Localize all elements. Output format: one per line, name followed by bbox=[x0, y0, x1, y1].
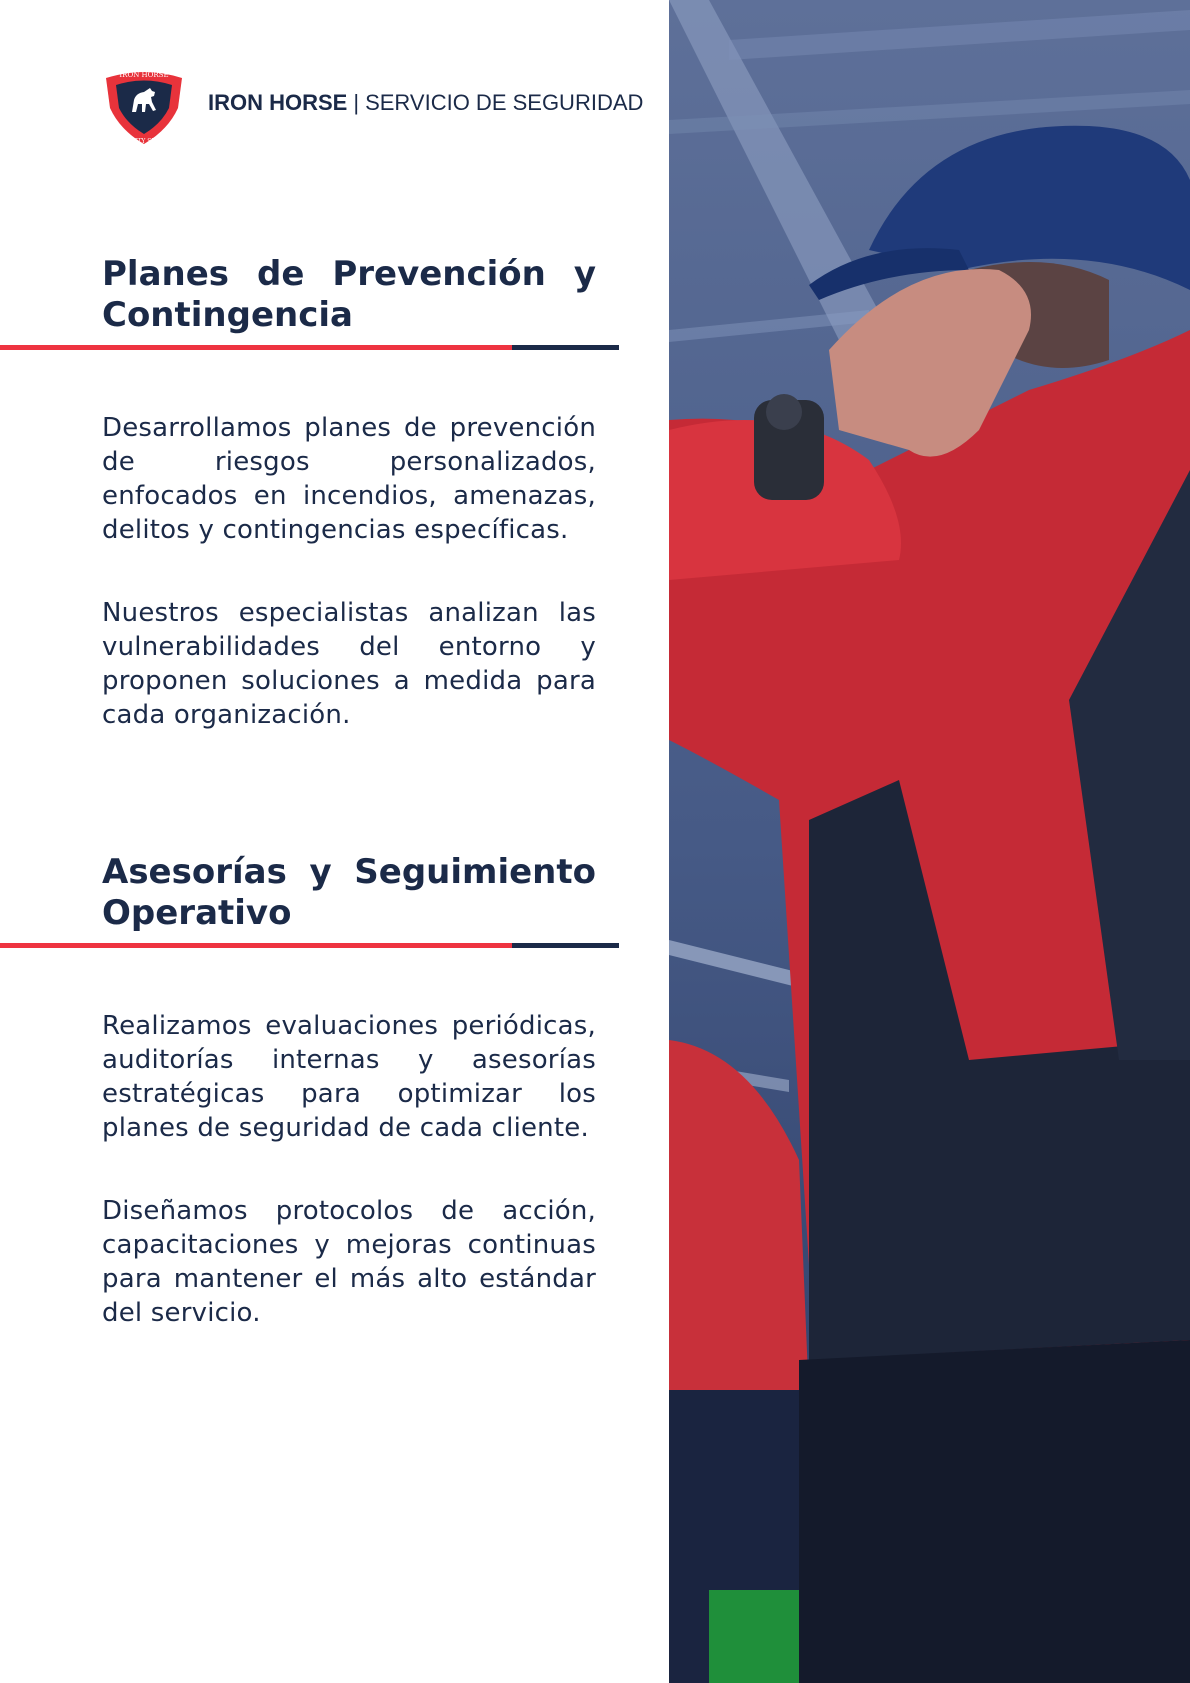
divider-red-segment bbox=[0, 943, 512, 948]
divider-navy-segment bbox=[512, 943, 619, 948]
section-divider bbox=[0, 345, 619, 350]
section-paragraph: Nuestros especialistas analizan las vulnerabilidades del entorno y proponen soluciones a medida para cada organización. bbox=[102, 598, 596, 730]
photo-illustration bbox=[669, 0, 1190, 1683]
brand-line bbox=[208, 90, 643, 116]
brand-tagline: SERVICIO DE SEGURIDAD bbox=[365, 90, 644, 115]
svg-text:IRON HORSE: IRON HORSE bbox=[119, 71, 169, 79]
brand-name: IRON HORSE bbox=[208, 90, 348, 115]
section-title: Asesorías y Seguimiento Operativo bbox=[102, 852, 596, 933]
section-paragraph: Desarrollamos planes de prevención de riesgos personalizados, enfocados en incendios, amenazas, delitos y contingencias específicas. bbox=[102, 413, 596, 545]
section-divider bbox=[0, 943, 619, 948]
security-guard-photo bbox=[669, 0, 1190, 1683]
brand-separator: | bbox=[353, 90, 360, 115]
section-paragraph: Realizamos evaluaciones periódicas, auditorías internas y asesorías estratégicas para optimizar los planes de seguridad de cada cliente. bbox=[102, 1011, 596, 1143]
section-paragraph: Diseñamos protocolos de acción, capacitaciones y mejoras continuas para mantener el más alto estándar del servicio. bbox=[102, 1196, 596, 1328]
svg-text:SECURITY SERVICE: SECURITY SERVICE bbox=[112, 138, 176, 145]
divider-red-segment bbox=[0, 345, 512, 350]
divider-navy-segment bbox=[512, 345, 619, 350]
horse-shield-icon bbox=[102, 68, 186, 148]
section-title: Planes de Prevención y Contingencia bbox=[102, 254, 596, 335]
header bbox=[102, 68, 662, 144]
